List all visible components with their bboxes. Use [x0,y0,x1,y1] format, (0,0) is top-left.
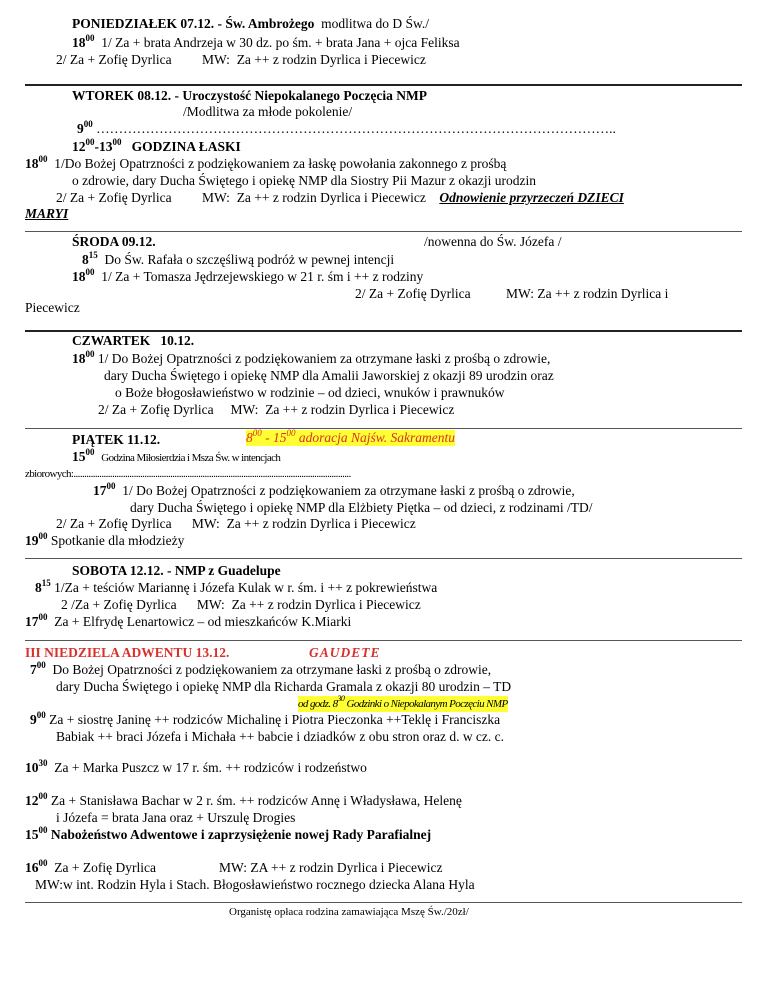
sunday-mass-2 [30,712,500,728]
section-divider [25,428,742,429]
friday-adoration [246,430,455,446]
wednesday-note: /nowenna do Św. Józefa / [424,234,562,249]
time-minutes: 00 [252,428,262,438]
time-minutes: 00 [38,612,48,622]
time-minutes: 00 [85,267,95,277]
sunday-mass-4-cont: i Józefa = brata Jana oraz + Urszulę Drogies [56,810,296,825]
tuesday-mass-2 [56,190,624,206]
time-hour: 8 [35,580,42,595]
sunday-mass-3 [25,760,367,776]
time-hour: 12 [72,139,86,154]
time-hour: 12 [25,793,39,808]
time-hour: 8 [246,430,253,445]
time-hour: 15 [72,449,86,464]
dotted-line: …………………………………………………………………………………………………….. [96,121,616,136]
sunday-title: III NIEDZIELA ADWENTU 13.12. [25,645,230,660]
section-divider [25,84,742,86]
sunday-mass-4 [25,793,462,809]
saturday-mass-1 [35,580,437,596]
time-minutes: 30 [38,758,48,768]
time-minutes: 00 [38,154,48,164]
time-minutes: 00 [36,710,46,720]
time-hour: 8 [82,252,89,267]
time-hour: -13 [94,139,113,154]
time-minutes: 00 [85,349,95,359]
time-minutes: 00 [36,660,46,670]
time-minutes: 00 [85,137,95,147]
section-divider [25,558,742,559]
time-hour: 17 [93,483,107,498]
time-hour: - 15 [261,430,287,445]
intention-text: 1/ Za + Tomasza Jędrzejewskiego w 21 r. śm i ++ z rodziny [101,269,424,284]
grace-label: GODZINA ŁASKI [131,139,241,154]
friday-mass-1 [93,483,575,499]
footer-note: Organistę opłaca rodzina zamawiająca Mszę Św./20zł/ [229,906,469,918]
tuesday-title: WTOREK 08.12. - Uroczystość Niepokalanego Poczęcia NMP [72,88,427,103]
wednesday-mw-cont: Piecewicz [25,300,80,315]
time-hour: 18 [72,269,86,284]
time-hour: od godz. 8 [298,698,338,710]
tuesday-morning [77,121,616,137]
time-hour: 18 [25,156,39,171]
time-minutes: 15 [88,250,98,260]
intention-text: Za + Zofię Dyrlica [54,860,156,875]
thursday-mass-2: 2/ Za + Zofię Dyrlica MW: Za ++ z rodzin Dyrlica i Piecewicz [98,402,455,417]
monday-heading [72,16,429,32]
intention-text: Za + siostrę Janinę ++ rodziców Michalinę i Piotra Pieczonka ++Teklę i Franciszka [49,712,501,727]
time-minutes: 00 [286,428,296,438]
time-hour: 15 [25,827,39,842]
time-hour: 16 [25,860,39,875]
thursday-mass-1-cont2: o Boże błogosławieństwo w rodzinie – od dzieci, wnuków i prawnuków [115,385,505,400]
intention-text: 1/ Do Bożej Opatrzności z podziękowaniem za otrzymane łaski z prośbą o zdrowie, [97,351,551,366]
section-divider [25,231,742,232]
intention-text: Do Bożej Opatrzności z podziękowaniem za otrzymane łaski z prośbą o zdrowie, [52,662,492,677]
intention-text: Do Św. Rafała o szczęśliwą podróż w pewnej intencji [104,252,395,267]
intention-text: 1/ Za + brata Andrzeja w 30 dz. po śm. + brata Jana + ojca Feliksa [101,35,460,50]
time-minutes: 00 [85,447,95,457]
time-minutes: 30 [337,694,345,703]
sunday-godzinki [298,696,508,712]
time-hour: 19 [25,533,39,548]
sunday-advent-service [25,827,431,843]
thursday-mass-1 [72,351,550,367]
time-hour: 10 [25,760,39,775]
monday-mass-2: 2/ Za + Zofię Dyrlica MW: Za ++ z rodzin Dyrlica i Piecewicz [56,52,426,67]
time-minutes: 00 [106,481,116,491]
godzinki-label: Godzinki o Niepokalanym Poczęciu NMP [344,698,508,710]
friday-mercy-cont: zbiorowych:................................................................................................................................. [25,468,351,480]
thursday-mass-1-cont: dary Ducha Świętego i opiekę NMP dla Amalii Jaworskiej z okazji 89 urodzin oraz [104,368,554,383]
intention-text: Za + Elfrydę Lenartowicz – od mieszkańców K.Miarki [54,614,352,629]
wednesday-morning [82,252,394,268]
monday-note: modlitwa do D Św./ [321,16,430,31]
service-text: Nabożeństwo Adwentowe i zaprzysiężenie nowej Rady Parafialnej [50,827,432,842]
wednesday-mw: MW: Za ++ z rodzin Dyrlica i [506,286,669,301]
adoration-label: adoracja Najśw. Sakramentu [295,430,455,445]
time-minutes: 00 [38,825,48,835]
time-minutes: 15 [41,578,51,588]
time-hour: 7 [30,662,37,677]
sunday-mw: MW: ZA ++ z rodzin Dyrlica i Piecewicz [219,860,443,875]
time-minutes: 00 [112,137,122,147]
friday-youth [25,533,184,549]
thursday-title: CZWARTEK 10.12. [72,333,195,348]
intention-text: Za + Stanisława Bachar w 2 r. śm. ++ rodziców Annę i Władysława, Helenę [50,793,462,808]
intention-text: 1/ Do Bożej Opatrzności z podziękowaniem za otrzymane łaski z prośbą o zdrowie, [122,483,575,498]
tuesday-note: /Modlitwa za młode pokolenie/ [183,104,353,119]
renewal-text: Odnowienie przyrzeczeń DZIECI [439,190,624,205]
renewal-text-cont: MARYI [25,206,69,221]
tuesday-mass-1 [25,156,506,172]
sunday-mass-1 [30,662,491,678]
saturday-mass-2: 2 /Za + Zofię Dyrlica MW: Za ++ z rodzin Dyrlica i Piecewicz [61,597,421,612]
sunday-mass-1-cont: dary Ducha Świętego i opiekę NMP dla Richarda Gramala z okazji 80 urodzin – TD [56,679,512,694]
time-minutes: 00 [83,119,93,129]
intention-text: Za + Marka Puszcz w 17 r. śm. ++ rodziców i rodzeństwo [54,760,367,775]
monday-mass-1 [72,35,460,51]
intention-text: 2/ Za + Zofię Dyrlica MW: Za ++ z rodzin Dyrlica i Piecewicz [56,190,426,205]
friday-title: PIĄTEK 11.12. [72,432,161,447]
intention-text: 1/Do Bożej Opatrzności z podziękowaniem za łaskę powołania zakonnego z prośbą [54,156,507,171]
time-minutes: 00 [38,858,48,868]
mercy-text: Godzina Miłosierdzia i Msza Św. w intencjach [101,452,281,464]
wednesday-mass-2: 2/ Za + Zofię Dyrlica [355,286,471,301]
wednesday-title: ŚRODA 09.12. [72,234,156,249]
time-minutes: 00 [38,531,48,541]
sunday-mass-2-cont: Babiak ++ braci Józefa i Michała ++ babcie i dziadków z obu stron oraz d. w cz. c. [56,729,505,744]
wednesday-mass-1 [72,269,423,285]
sunday-gaudete: GAUDETE [309,645,381,660]
time-hour: 18 [72,351,86,366]
time-minutes: 00 [38,791,48,801]
sunday-mw-blessing: MW:w int. Rodzin Hyla i Stach. Błogosławieństwo rocznego dziecka Alana Hyla [35,877,475,892]
friday-mercy [72,449,280,466]
tuesday-mass-1-cont: o zdrowie, dary Ducha Świętego i opiekę NMP dla Siostry Pii Mazur z okazji urodzin [72,173,537,188]
time-hour: 18 [72,35,86,50]
time-hour: 9 [77,121,84,136]
saturday-title: SOBOTA 12.12. - NMP z Guadelupe [72,563,281,578]
tuesday-grace-hour [72,139,241,155]
intention-text: Spotkanie dla młodzieży [50,533,185,548]
sunday-mass-5 [25,860,156,876]
friday-mass-2: 2/ Za + Zofię Dyrlica MW: Za ++ z rodzin Dyrlica i Piecewicz [56,516,416,531]
section-divider [25,902,742,903]
intention-text: 1/Za + teściów Mariannę i Józefa Kulak w r. śm. i ++ z pokrewieństwa [54,580,438,595]
time-minutes: 00 [85,33,95,43]
friday-mass-1-cont: dary Ducha Świętego i opiekę NMP dla Elżbiety Piętka – od dzieci, z rodzinami /TD/ [130,500,593,515]
section-divider [25,640,742,641]
saturday-mass-3 [25,614,351,630]
section-divider [25,330,742,332]
time-hour: 17 [25,614,39,629]
time-hour: 9 [30,712,37,727]
monday-title: PONIEDZIAŁEK 07.12. - Św. Ambrożego [72,16,315,31]
